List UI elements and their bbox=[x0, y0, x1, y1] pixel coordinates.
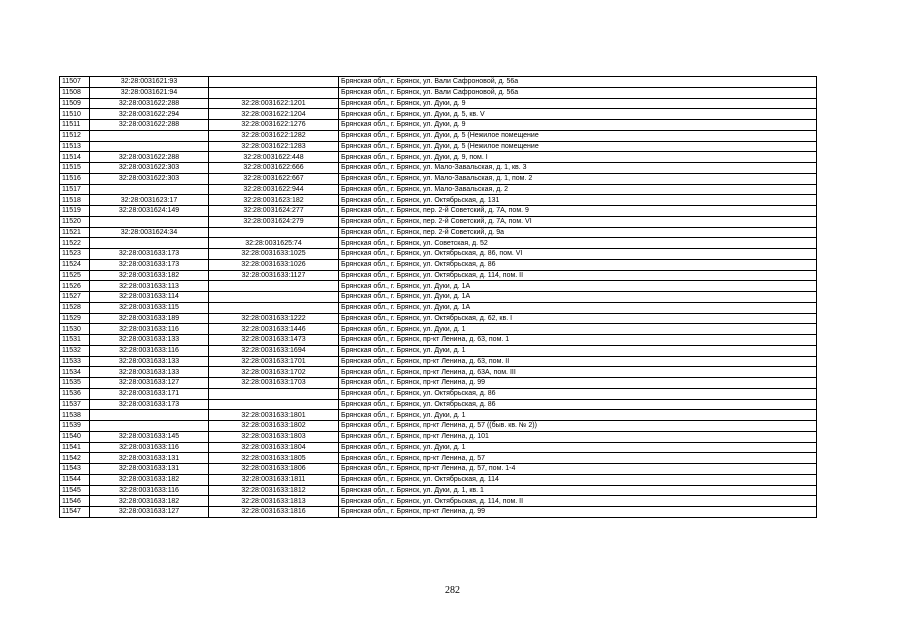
object-number-cell bbox=[209, 77, 339, 88]
object-number-cell: 32:28:0031633:1702 bbox=[209, 367, 339, 378]
table-row bbox=[60, 367, 817, 378]
address-cell: Брянская обл., г. Брянск, ул. Октябрьская, д. 86 bbox=[339, 399, 817, 410]
object-number-cell: 32:28:0031633:1801 bbox=[209, 410, 339, 421]
table-row bbox=[60, 453, 817, 464]
table-row bbox=[60, 292, 817, 303]
table-row bbox=[60, 485, 817, 496]
address-cell: Брянская обл., г. Брянск, ул. Мало-Завальская, д. 2 bbox=[339, 184, 817, 195]
table-row bbox=[60, 507, 817, 518]
cadastral-number-cell: 32:28:0031622:288 bbox=[90, 152, 209, 163]
object-number-cell: 32:28:0031622:448 bbox=[209, 152, 339, 163]
cadastral-number-cell bbox=[90, 141, 209, 152]
table-row bbox=[60, 496, 817, 507]
table-row bbox=[60, 130, 817, 141]
address-cell: Брянская обл., г. Брянск, ул. Дуки, д. 1А bbox=[339, 281, 817, 292]
cadastral-number-cell: 32:28:0031622:294 bbox=[90, 109, 209, 120]
cadastral-number-cell: 32:28:0031633:127 bbox=[90, 507, 209, 518]
object-number-cell: 32:28:0031622:667 bbox=[209, 173, 339, 184]
cadastral-number-cell: 32:28:0031624:34 bbox=[90, 227, 209, 238]
address-cell: Брянская обл., г. Брянск, ул. Октябрьская, д. 114, пом. II bbox=[339, 496, 817, 507]
cadastral-number-cell: 32:28:0031621:94 bbox=[90, 87, 209, 98]
address-cell: Брянская обл., г. Брянск, ул. Дуки, д. 9, пом. I bbox=[339, 152, 817, 163]
address-cell: Брянская обл., г. Брянск, ул. Дуки, д. 9 bbox=[339, 120, 817, 131]
object-number-cell: 32:28:0031622:1276 bbox=[209, 120, 339, 131]
address-cell: Брянская обл., г. Брянск, ул. Дуки, д. 9 bbox=[339, 98, 817, 109]
object-number-cell: 32:28:0031633:1222 bbox=[209, 313, 339, 324]
table-row bbox=[60, 410, 817, 421]
object-number-cell: 32:28:0031625:74 bbox=[209, 238, 339, 249]
object-number-cell: 32:28:0031633:1816 bbox=[209, 507, 339, 518]
table-row bbox=[60, 421, 817, 432]
cadastral-number-cell: 32:28:0031623:17 bbox=[90, 195, 209, 206]
table-row bbox=[60, 356, 817, 367]
row-number-cell: 11546 bbox=[60, 496, 90, 507]
address-cell: Брянская обл., г. Брянск, ул. Дуки, д. 1 bbox=[339, 345, 817, 356]
address-cell: Брянская обл., г. Брянск, ул. Советская, д. 52 bbox=[339, 238, 817, 249]
cadastral-number-cell: 32:28:0031633:182 bbox=[90, 270, 209, 281]
object-number-cell: 32:28:0031624:279 bbox=[209, 216, 339, 227]
cadastral-number-cell: 32:28:0031633:189 bbox=[90, 313, 209, 324]
object-number-cell: 32:28:0031622:666 bbox=[209, 163, 339, 174]
row-number-cell: 11537 bbox=[60, 399, 90, 410]
cadastral-number-cell: 32:28:0031624:149 bbox=[90, 206, 209, 217]
address-cell: Брянская обл., г. Брянск, ул. Октябрьская, д. 86 bbox=[339, 259, 817, 270]
address-cell: Брянская обл., г. Брянск, пр-кт Ленина, д. 63, пом. 1 bbox=[339, 335, 817, 346]
table-row bbox=[60, 227, 817, 238]
table-row bbox=[60, 442, 817, 453]
address-cell: Брянская обл., г. Брянск, ул. Дуки, д. 1 bbox=[339, 410, 817, 421]
row-number-cell: 11536 bbox=[60, 388, 90, 399]
row-number-cell: 11539 bbox=[60, 421, 90, 432]
table-row bbox=[60, 281, 817, 292]
cadastral-number-cell: 32:28:0031633:133 bbox=[90, 367, 209, 378]
address-cell: Брянская обл., г. Брянск, ул. Мало-Завальская, д. 1, пом. 2 bbox=[339, 173, 817, 184]
row-number-cell: 11524 bbox=[60, 259, 90, 270]
row-number-cell: 11508 bbox=[60, 87, 90, 98]
table-row bbox=[60, 163, 817, 174]
cadastral-number-cell: 32:28:0031633:116 bbox=[90, 485, 209, 496]
object-number-cell: 32:28:0031624:277 bbox=[209, 206, 339, 217]
cadastral-number-cell: 32:28:0031633:113 bbox=[90, 281, 209, 292]
object-number-cell bbox=[209, 281, 339, 292]
object-number-cell: 32:28:0031622:944 bbox=[209, 184, 339, 195]
row-number-cell: 11510 bbox=[60, 109, 90, 120]
table-row bbox=[60, 378, 817, 389]
cadastral-number-cell bbox=[90, 130, 209, 141]
row-number-cell: 11528 bbox=[60, 302, 90, 313]
table-row bbox=[60, 335, 817, 346]
row-number-cell: 11529 bbox=[60, 313, 90, 324]
cadastral-number-cell bbox=[90, 421, 209, 432]
row-number-cell: 11533 bbox=[60, 356, 90, 367]
object-number-cell: 32:28:0031633:1805 bbox=[209, 453, 339, 464]
cadastral-number-cell: 32:28:0031633:145 bbox=[90, 431, 209, 442]
object-number-cell: 32:28:0031633:1127 bbox=[209, 270, 339, 281]
cadastral-number-cell: 32:28:0031633:131 bbox=[90, 464, 209, 475]
cadastral-number-cell: 32:28:0031633:173 bbox=[90, 249, 209, 260]
table-row bbox=[60, 345, 817, 356]
cadastral-number-cell: 32:28:0031621:93 bbox=[90, 77, 209, 88]
object-number-cell: 32:28:0031633:1703 bbox=[209, 378, 339, 389]
cadastral-number-cell bbox=[90, 238, 209, 249]
address-cell: Брянская обл., г. Брянск, пр-кт Ленина, д. 57 bbox=[339, 453, 817, 464]
table-row bbox=[60, 87, 817, 98]
row-number-cell: 11513 bbox=[60, 141, 90, 152]
address-cell: Брянская обл., г. Брянск, ул. Дуки, д. 1, кв. 1 bbox=[339, 485, 817, 496]
row-number-cell: 11530 bbox=[60, 324, 90, 335]
cadastral-number-cell: 32:28:0031633:133 bbox=[90, 335, 209, 346]
cadastral-number-cell: 32:28:0031633:114 bbox=[90, 292, 209, 303]
row-number-cell: 11519 bbox=[60, 206, 90, 217]
cadastral-number-cell: 32:28:0031633:173 bbox=[90, 259, 209, 270]
cadastral-number-cell: 32:28:0031633:116 bbox=[90, 442, 209, 453]
cadastral-number-cell: 32:28:0031633:131 bbox=[90, 453, 209, 464]
row-number-cell: 11535 bbox=[60, 378, 90, 389]
object-number-cell: 32:28:0031633:1694 bbox=[209, 345, 339, 356]
object-number-cell bbox=[209, 87, 339, 98]
cadastral-number-cell: 32:28:0031633:116 bbox=[90, 324, 209, 335]
address-cell: Брянская обл., г. Брянск, ул. Дуки, д. 1А bbox=[339, 302, 817, 313]
row-number-cell: 11534 bbox=[60, 367, 90, 378]
object-number-cell: 32:28:0031633:1811 bbox=[209, 474, 339, 485]
object-number-cell: 32:28:0031633:1802 bbox=[209, 421, 339, 432]
object-number-cell: 32:28:0031633:1026 bbox=[209, 259, 339, 270]
row-number-cell: 11514 bbox=[60, 152, 90, 163]
object-number-cell: 32:28:0031633:1446 bbox=[209, 324, 339, 335]
object-number-cell: 32:28:0031622:1282 bbox=[209, 130, 339, 141]
cadastral-number-cell: 32:28:0031622:303 bbox=[90, 173, 209, 184]
address-cell: Брянская обл., г. Брянск, ул. Дуки, д. 1 bbox=[339, 442, 817, 453]
cadastral-number-cell bbox=[90, 216, 209, 227]
row-number-cell: 11516 bbox=[60, 173, 90, 184]
object-number-cell: 32:28:0031622:1204 bbox=[209, 109, 339, 120]
address-cell: Брянская обл., г. Брянск, ул. Дуки, д. 5, кв. V bbox=[339, 109, 817, 120]
row-number-cell: 11523 bbox=[60, 249, 90, 260]
cadastral-number-cell: 32:28:0031622:288 bbox=[90, 120, 209, 131]
table-row bbox=[60, 98, 817, 109]
cadastral-number-cell bbox=[90, 184, 209, 195]
address-cell: Брянская обл., г. Брянск, пр-кт Ленина, д. 63, пом. II bbox=[339, 356, 817, 367]
address-cell: Брянская обл., г. Брянск, ул. Вали Сафроновой, д. 56а bbox=[339, 87, 817, 98]
table-row bbox=[60, 270, 817, 281]
address-cell: Брянская обл., г. Брянск, ул. Октябрьская, д. 114, пом. II bbox=[339, 270, 817, 281]
table-row bbox=[60, 313, 817, 324]
cadastral-number-cell: 32:28:0031633:127 bbox=[90, 378, 209, 389]
object-number-cell bbox=[209, 292, 339, 303]
table-row bbox=[60, 109, 817, 120]
cadastral-number-cell: 32:28:0031633:115 bbox=[90, 302, 209, 313]
row-number-cell: 11538 bbox=[60, 410, 90, 421]
cadastral-number-cell: 32:28:0031633:182 bbox=[90, 474, 209, 485]
row-number-cell: 11540 bbox=[60, 431, 90, 442]
table-row bbox=[60, 173, 817, 184]
table-row bbox=[60, 388, 817, 399]
row-number-cell: 11547 bbox=[60, 507, 90, 518]
row-number-cell: 11525 bbox=[60, 270, 90, 281]
row-number-cell: 11527 bbox=[60, 292, 90, 303]
address-cell: Брянская обл., г. Брянск, ул. Дуки, д. 5 (Нежилое помещение bbox=[339, 130, 817, 141]
address-cell: Брянская обл., г. Брянск, пр-кт Ленина, д. 101 bbox=[339, 431, 817, 442]
object-number-cell: 32:28:0031622:1201 bbox=[209, 98, 339, 109]
table-row bbox=[60, 206, 817, 217]
row-number-cell: 11542 bbox=[60, 453, 90, 464]
row-number-cell: 11520 bbox=[60, 216, 90, 227]
table-row bbox=[60, 120, 817, 131]
table-row bbox=[60, 474, 817, 485]
address-cell: Брянская обл., г. Брянск, ул. Дуки, д. 1А bbox=[339, 292, 817, 303]
row-number-cell: 11517 bbox=[60, 184, 90, 195]
row-number-cell: 11521 bbox=[60, 227, 90, 238]
table-row bbox=[60, 324, 817, 335]
table-row bbox=[60, 302, 817, 313]
address-cell: Брянская обл., г. Брянск, ул. Октябрьская, д. 114 bbox=[339, 474, 817, 485]
object-number-cell: 32:28:0031633:1025 bbox=[209, 249, 339, 260]
row-number-cell: 11532 bbox=[60, 345, 90, 356]
object-number-cell bbox=[209, 388, 339, 399]
table-row bbox=[60, 195, 817, 206]
address-cell: Брянская обл., г. Брянск, пр-кт Ленина, д. 99 bbox=[339, 507, 817, 518]
address-cell: Брянская обл., г. Брянск, пр-кт Ленина, д. 99 bbox=[339, 378, 817, 389]
registry-table-body bbox=[60, 77, 817, 518]
row-number-cell: 11512 bbox=[60, 130, 90, 141]
cadastral-number-cell: 32:28:0031633:171 bbox=[90, 388, 209, 399]
table-row bbox=[60, 77, 817, 88]
address-cell: Брянская обл., г. Брянск, ул. Октябрьская, д. 86 bbox=[339, 388, 817, 399]
address-cell: Брянская обл., г. Брянск, пр-кт Ленина, д. 57 ((быв. кв. № 2)) bbox=[339, 421, 817, 432]
object-number-cell bbox=[209, 302, 339, 313]
address-cell: Брянская обл., г. Брянск, ул. Дуки, д. 5 (Нежилое помещение bbox=[339, 141, 817, 152]
object-number-cell: 32:28:0031622:1283 bbox=[209, 141, 339, 152]
cadastral-number-cell: 32:28:0031622:303 bbox=[90, 163, 209, 174]
address-cell: Брянская обл., г. Брянск, ул. Дуки, д. 1 bbox=[339, 324, 817, 335]
row-number-cell: 11518 bbox=[60, 195, 90, 206]
table-row bbox=[60, 464, 817, 475]
cadastral-number-cell bbox=[90, 410, 209, 421]
row-number-cell: 11531 bbox=[60, 335, 90, 346]
address-cell: Брянская обл., г. Брянск, пер. 2-й Советский, д. 7А, пом. VI bbox=[339, 216, 817, 227]
object-number-cell: 32:28:0031633:1806 bbox=[209, 464, 339, 475]
object-number-cell: 32:28:0031633:1701 bbox=[209, 356, 339, 367]
table-row bbox=[60, 259, 817, 270]
object-number-cell: 32:28:0031633:1473 bbox=[209, 335, 339, 346]
address-cell: Брянская обл., г. Брянск, пр-кт Ленина, д. 63А, пом. III bbox=[339, 367, 817, 378]
table-row bbox=[60, 249, 817, 260]
object-number-cell: 32:28:0031633:1804 bbox=[209, 442, 339, 453]
object-number-cell: 32:28:0031633:1813 bbox=[209, 496, 339, 507]
row-number-cell: 11543 bbox=[60, 464, 90, 475]
table-row bbox=[60, 238, 817, 249]
object-number-cell: 32:28:0031633:1812 bbox=[209, 485, 339, 496]
address-cell: Брянская обл., г. Брянск, пер. 2-й Советский, д. 7А, пом. 9 bbox=[339, 206, 817, 217]
property-registry-table bbox=[59, 76, 817, 518]
cadastral-number-cell: 32:28:0031633:182 bbox=[90, 496, 209, 507]
cadastral-number-cell: 32:28:0031633:116 bbox=[90, 345, 209, 356]
row-number-cell: 11511 bbox=[60, 120, 90, 131]
object-number-cell: 32:28:0031623:182 bbox=[209, 195, 339, 206]
address-cell: Брянская обл., г. Брянск, пер. 2-й Советский, д. 9а bbox=[339, 227, 817, 238]
address-cell: Брянская обл., г. Брянск, пр-кт Ленина, д. 57, пом. 1-4 bbox=[339, 464, 817, 475]
address-cell: Брянская обл., г. Брянск, ул. Октябрьская, д. 131 bbox=[339, 195, 817, 206]
object-number-cell bbox=[209, 227, 339, 238]
table-row bbox=[60, 216, 817, 227]
address-cell: Брянская обл., г. Брянск, ул. Мало-Завальская, д. 1, кв. 3 bbox=[339, 163, 817, 174]
row-number-cell: 11509 bbox=[60, 98, 90, 109]
row-number-cell: 11541 bbox=[60, 442, 90, 453]
row-number-cell: 11515 bbox=[60, 163, 90, 174]
cadastral-number-cell: 32:28:0031633:173 bbox=[90, 399, 209, 410]
row-number-cell: 11522 bbox=[60, 238, 90, 249]
address-cell: Брянская обл., г. Брянск, ул. Октябрьская, д. 86, пом. VI bbox=[339, 249, 817, 260]
row-number-cell: 11526 bbox=[60, 281, 90, 292]
cadastral-number-cell: 32:28:0031622:288 bbox=[90, 98, 209, 109]
address-cell: Брянская обл., г. Брянск, ул. Вали Сафроновой, д. 56а bbox=[339, 77, 817, 88]
address-cell: Брянская обл., г. Брянск, ул. Октябрьская, д. 62, кв. I bbox=[339, 313, 817, 324]
table-row bbox=[60, 184, 817, 195]
row-number-cell: 11544 bbox=[60, 474, 90, 485]
row-number-cell: 11545 bbox=[60, 485, 90, 496]
object-number-cell: 32:28:0031633:1803 bbox=[209, 431, 339, 442]
table-row bbox=[60, 141, 817, 152]
object-number-cell bbox=[209, 399, 339, 410]
cadastral-number-cell: 32:28:0031633:133 bbox=[90, 356, 209, 367]
table-row bbox=[60, 399, 817, 410]
row-number-cell: 11507 bbox=[60, 77, 90, 88]
table-row bbox=[60, 431, 817, 442]
table-row bbox=[60, 152, 817, 163]
page-number: 282 bbox=[445, 585, 460, 596]
